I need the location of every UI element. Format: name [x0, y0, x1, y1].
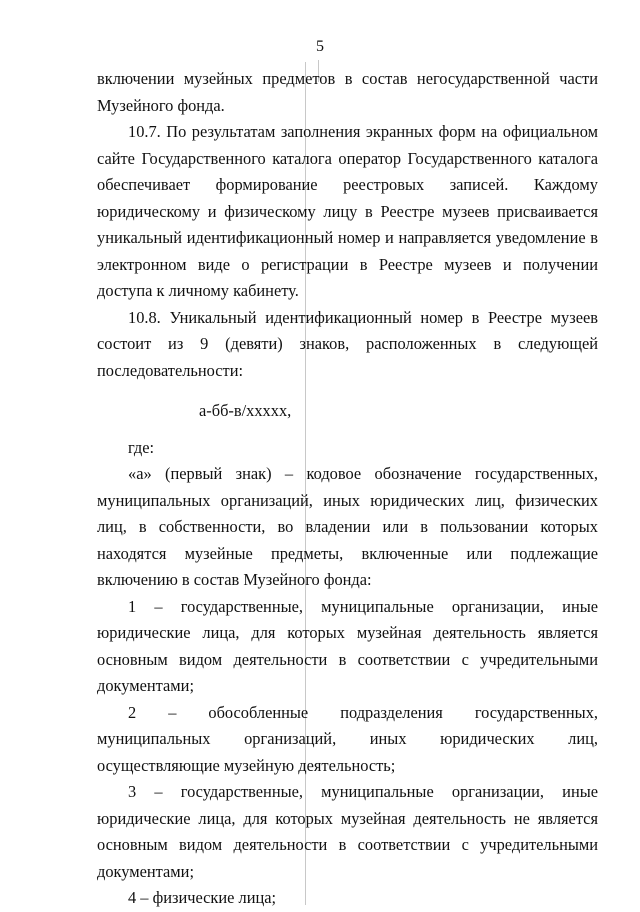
paragraph-10-7: 10.7. По результатам заполнения экранных форм на официальном сайте Государственного каталога оператор Государственного каталога обеспечивает формирование реестровых записей. Каждому юридическому и физическому лицу в Реестре музеев присваивается уникальный идентификационный номер и направляется уведомление в электронном виде о регистрации в Реестре музеев и получении доступа к личному кабинету. [97, 122, 598, 300]
where-label: где: [128, 437, 155, 457]
document-body [97, 66, 598, 912]
paragraph-continuation: включении музейных предметов в состав негосударственной части Музейного фонда. [97, 69, 598, 115]
paragraph-10-8: 10.8. Уникальный идентификационный номер в Реестре музеев состоит из 9 (девяти) знаков, расположенных в следующей последовательности: [97, 307, 598, 380]
paragraph-first-sign: «а» (первый знак) – кодовое обозначение государственных, муниципальных организаций, иных юридических лиц, физических лиц, в собственности, во владении или в пользовании которых находятся музейные предметы, включенные или подлежащие включению в состав Музейного фонда: [97, 464, 598, 589]
list-item-1: 1 – государственные, муниципальные организации, иные юридические лица, для которых музейная деятельность является основным видом деятельности в соответствии с учредительными документами; [97, 596, 598, 695]
id-number-format: а-бб-в/ххххх, [199, 401, 292, 420]
list-item-2: 2 – обособленные подразделения государственных, муниципальных организаций, иных юридических лиц, осуществляющие музейную деятельность; [97, 702, 598, 775]
list-item-4: 4 – физические лица; [128, 888, 277, 907]
page-number: 5 [316, 38, 324, 55]
list-item-3: 3 – государственные, муниципальные организации, иные юридические лица, для которых музейная деятельность не является основным видом деятельности в соответствии с учредительными документами; [97, 782, 598, 881]
